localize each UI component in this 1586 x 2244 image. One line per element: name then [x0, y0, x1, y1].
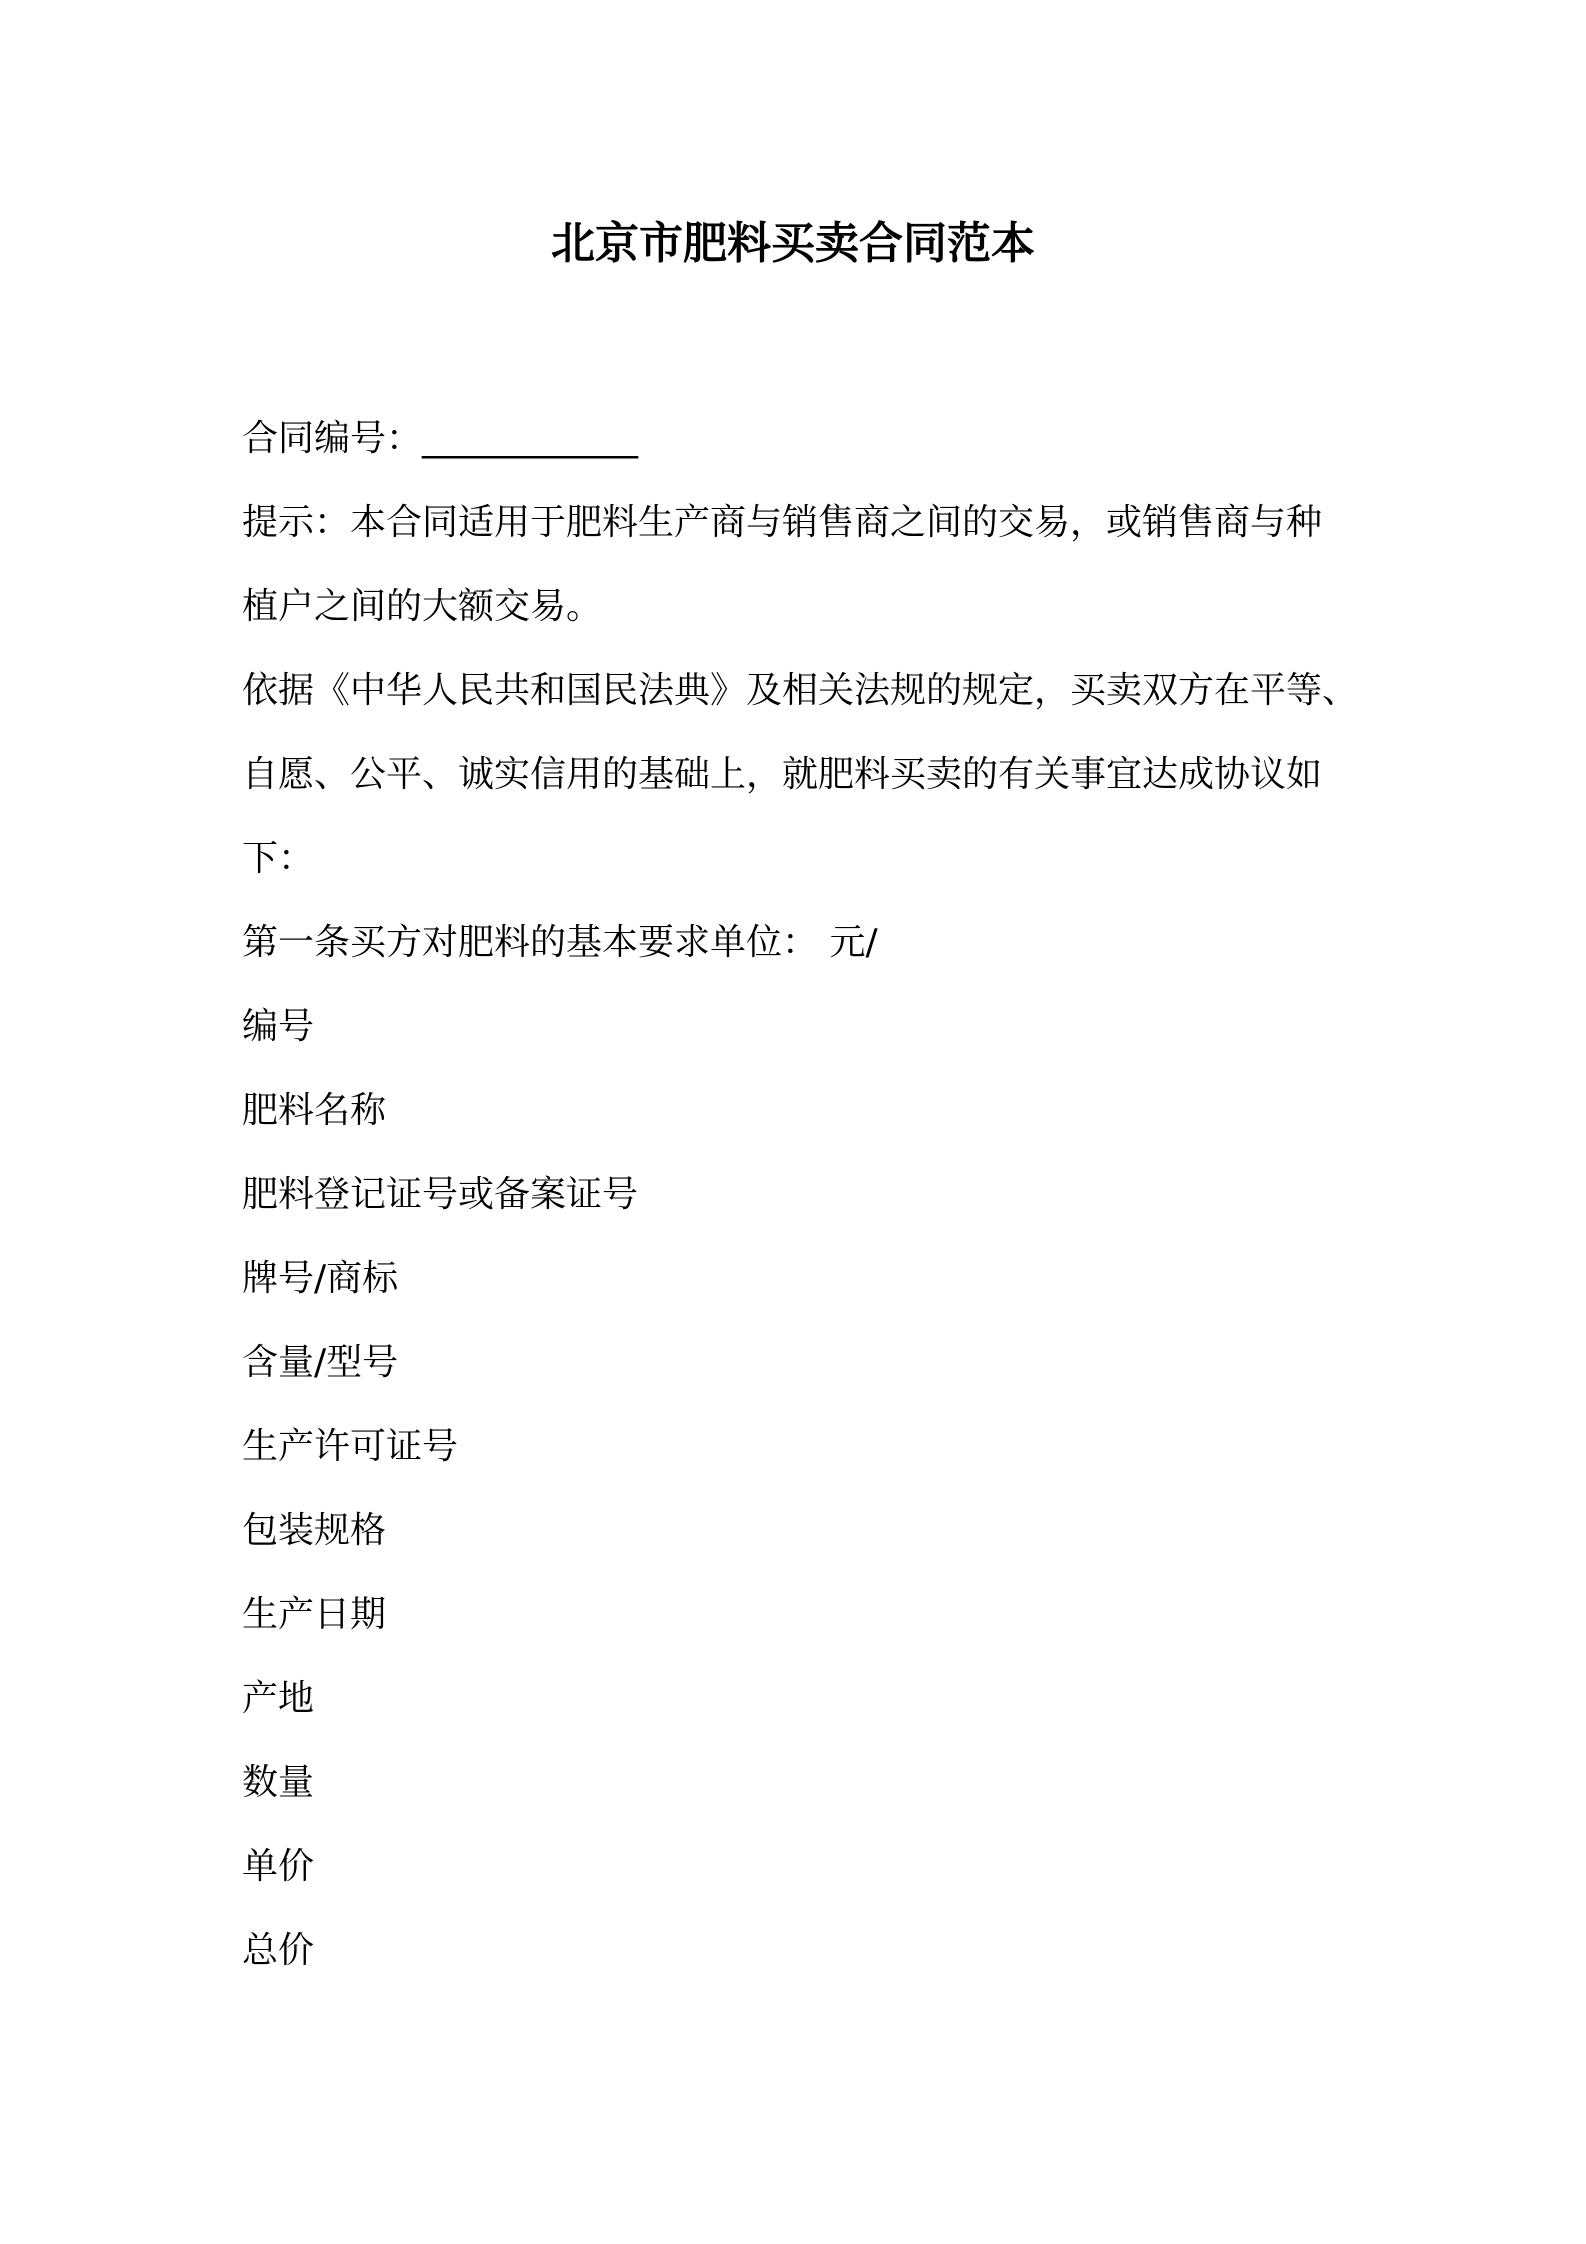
- field-packaging-spec: 包装规格: [242, 1510, 387, 1551]
- field-brand-trademark: 牌号/商标: [242, 1258, 399, 1299]
- notice-line-2: 植户之间的大额交易。: [242, 586, 603, 627]
- contract-number-line: 合同编号：____________: [242, 418, 639, 459]
- notice-line-1: 提示：本合同适用于肥料生产商与销售商之间的交易，或销售商与种: [242, 502, 1323, 543]
- basis-line-1: 依据《中华人民共和国民法典》及相关法规的规定，买卖双方在平等、: [242, 670, 1359, 711]
- field-quantity: 数量: [242, 1762, 315, 1803]
- basis-line-2: 自愿、公平、诚实信用的基础上，就肥料买卖的有关事宜达成协议如: [242, 754, 1323, 795]
- field-number: 编号: [242, 1006, 315, 1047]
- field-origin: 产地: [242, 1678, 315, 1719]
- field-content-model: 含量/型号: [242, 1342, 399, 1383]
- field-total-price: 总价: [242, 1930, 315, 1971]
- field-production-license: 生产许可证号: [242, 1426, 459, 1467]
- field-production-date: 生产日期: [242, 1594, 387, 1635]
- document-body: [242, 397, 1362, 1993]
- field-unit-price: 单价: [242, 1846, 315, 1887]
- field-registration-number: 肥料登记证号或备案证号: [242, 1174, 639, 1215]
- basis-line-3: 下：: [242, 838, 315, 879]
- field-fertilizer-name: 肥料名称: [242, 1090, 387, 1131]
- article-1-heading: 第一条买方对肥料的基本要求单位： 元/: [242, 922, 878, 963]
- document-title: 北京市肥料买卖合同范本: [551, 218, 1035, 269]
